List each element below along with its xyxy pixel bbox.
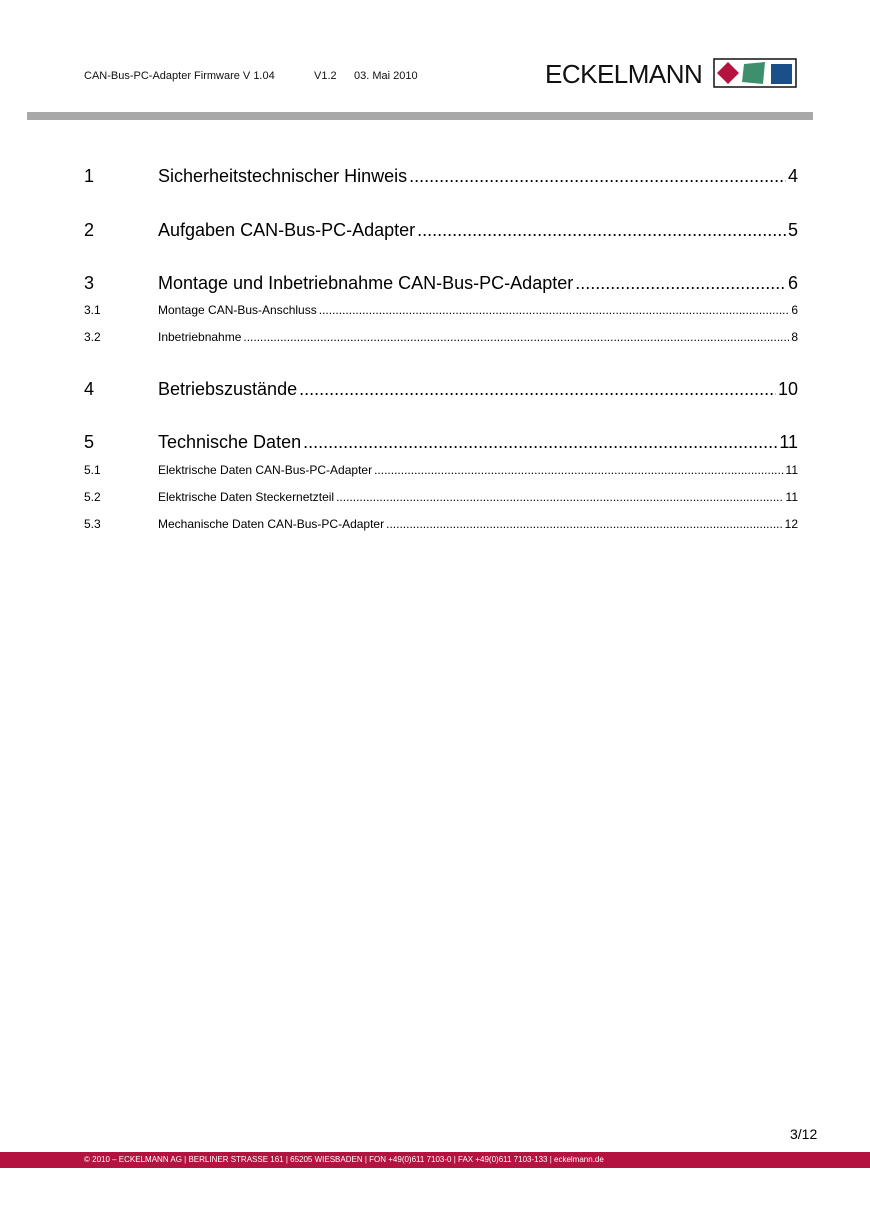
doc-title: CAN-Bus-PC-Adapter Firmware V 1.04 <box>84 70 275 82</box>
toc-page: 6 <box>791 303 798 317</box>
toc-entry[interactable] <box>84 166 798 187</box>
logo-squares-icon <box>713 58 797 88</box>
toc-number: 3 <box>84 273 95 293</box>
toc-leader <box>299 379 776 400</box>
toc-page: 8 <box>791 330 798 344</box>
footer-text: © 2010 – ECKELMANN AG | BERLINER STRASSE 161 | 65205 WIESBADEN | FON +49(0)611 7103-0 | FAX +49(0)611 7103-133 | eckelmann.de <box>84 1155 604 1164</box>
toc-title: Elektrische Daten CAN-Bus-PC-Adapter <box>158 463 373 477</box>
logo-text: ECKELMANN <box>545 59 703 89</box>
toc-title: Technische Daten <box>158 432 302 452</box>
footer-bar <box>0 1152 870 1168</box>
toc-leader <box>575 273 786 294</box>
toc-page: 11 <box>779 432 798 452</box>
toc-page: 12 <box>784 517 798 531</box>
toc-entry[interactable] <box>84 463 798 477</box>
toc-entry[interactable] <box>84 303 798 317</box>
toc-entry[interactable] <box>84 330 798 344</box>
header-meta <box>84 70 418 82</box>
toc-leader <box>243 330 789 344</box>
doc-version: V1.2 <box>314 70 337 82</box>
toc-number: 3.2 <box>84 330 101 344</box>
toc-leader <box>417 220 786 241</box>
doc-date: 03. Mai 2010 <box>354 70 418 82</box>
toc-number: 5.2 <box>84 490 101 504</box>
company-logo <box>545 58 797 88</box>
toc-number: 2 <box>84 220 95 240</box>
toc-leader <box>319 303 790 317</box>
toc-leader <box>386 517 783 531</box>
toc-entry[interactable] <box>84 379 798 400</box>
toc-leader <box>303 432 777 453</box>
toc-entry[interactable] <box>84 273 798 294</box>
toc-leader <box>409 166 786 187</box>
toc-title: Montage und Inbetriebnahme CAN-Bus-PC-Adapter <box>158 273 574 293</box>
toc-number: 3.1 <box>84 303 101 317</box>
toc-title: Inbetriebnahme <box>158 330 242 344</box>
toc-page: 11 <box>785 490 798 504</box>
toc-title: Mechanische Daten CAN-Bus-PC-Adapter <box>158 517 385 531</box>
toc-number: 4 <box>84 379 95 399</box>
toc-number: 5 <box>84 432 95 452</box>
toc-number: 5.1 <box>84 463 101 477</box>
toc-number: 5.3 <box>84 517 101 531</box>
toc-title: Aufgaben CAN-Bus-PC-Adapter <box>158 220 416 240</box>
toc-title: Betriebszustände <box>158 379 298 399</box>
page-number: 3/12 <box>790 1126 818 1142</box>
toc-number: 1 <box>84 166 95 186</box>
toc-entry[interactable] <box>84 220 798 241</box>
toc-leader <box>374 463 783 477</box>
toc-entry[interactable] <box>84 490 798 504</box>
header-rule <box>27 112 813 120</box>
toc-page: 5 <box>787 220 798 240</box>
toc-title: Montage CAN-Bus-Anschluss <box>158 303 317 317</box>
toc-page: 6 <box>787 273 798 293</box>
toc-title: Elektrische Daten Steckernetzteil <box>158 490 335 504</box>
toc-page: 4 <box>787 166 798 186</box>
toc-leader <box>336 490 783 504</box>
toc-entry[interactable] <box>84 517 798 531</box>
toc-title: Sicherheitstechnischer Hinweis <box>158 166 408 186</box>
toc-page: 10 <box>777 379 798 399</box>
toc-page: 11 <box>785 463 798 477</box>
toc-entry[interactable] <box>84 432 798 453</box>
